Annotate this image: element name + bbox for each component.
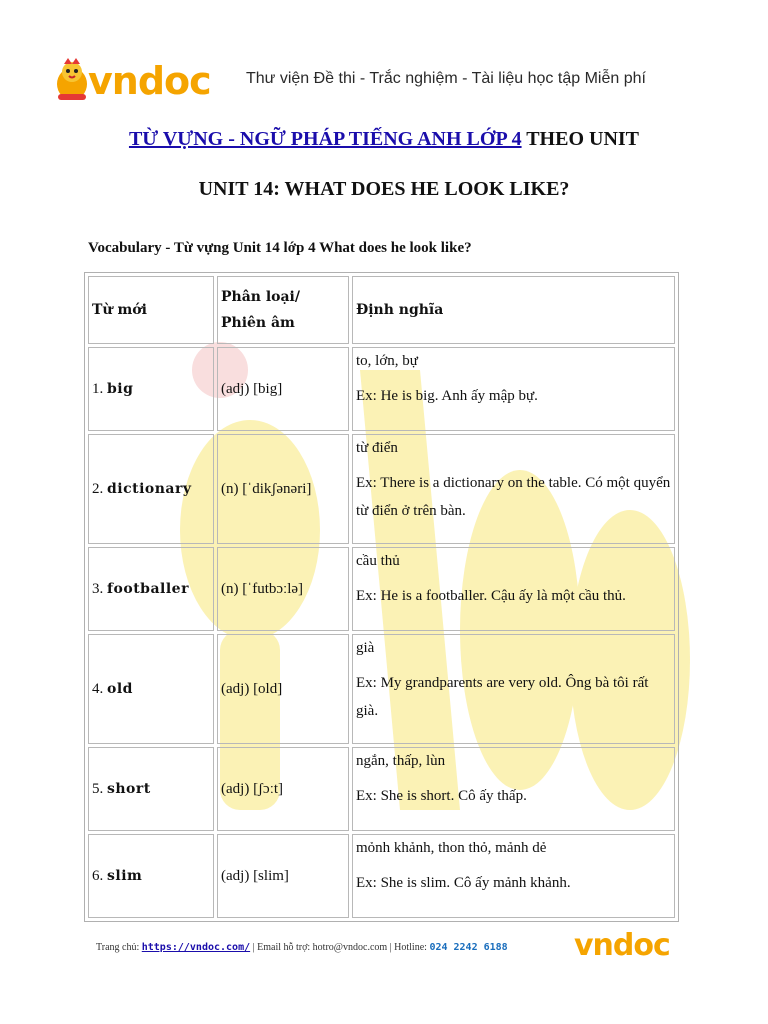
- footer-home-link[interactable]: https://vndoc.com/: [141, 942, 251, 953]
- vndoc-logo[interactable]: [52, 58, 212, 104]
- table-row: [88, 634, 675, 744]
- cell-word: [88, 747, 214, 831]
- header-new-word: Từ mới: [88, 276, 214, 344]
- cell-type: (n) [ˈdikʃənəri]: [217, 434, 349, 544]
- table-header-row: [88, 276, 675, 344]
- cell-definition: [352, 547, 675, 631]
- title-rest: THEO UNIT: [521, 128, 640, 150]
- definition-example: Ex: My grandparents are very old. Ông bà tôi rất già.: [356, 675, 649, 719]
- word-text: footballer: [107, 580, 189, 597]
- table-row: [88, 547, 675, 631]
- footer-logo[interactable]: vndoc: [574, 928, 670, 963]
- page-footer: [96, 942, 508, 953]
- definition-example: Ex: He is big. Anh ấy mập bự.: [356, 388, 538, 404]
- table-row: [88, 747, 675, 831]
- definition-meaning: mỏnh khảnh, thon thỏ, mảnh dẻ: [356, 840, 547, 856]
- cell-type: (adj) [old]: [217, 634, 349, 744]
- cell-word: [88, 347, 214, 431]
- word-text: big: [107, 380, 134, 397]
- word-text: slim: [107, 867, 143, 884]
- definition-meaning: ngắn, thấp, lùn: [356, 753, 446, 769]
- vocabulary-table: [84, 272, 679, 922]
- table-row: [88, 434, 675, 544]
- word-number: 4.: [92, 680, 104, 697]
- page-header: [0, 0, 768, 110]
- header-definition: Định nghĩa: [352, 276, 675, 344]
- vocabulary-heading: Vocabulary - Từ vựng Unit 14 lớp 4 What does he look like?: [88, 240, 472, 256]
- unit-title: UNIT 14: WHAT DOES HE LOOK LIKE?: [198, 178, 570, 200]
- mascot-icon: [52, 58, 92, 104]
- cell-definition: [352, 347, 675, 431]
- word-number: 6.: [92, 867, 104, 884]
- cell-type: (adj) [big]: [217, 347, 349, 431]
- cell-definition: [352, 747, 675, 831]
- word-number: 5.: [92, 780, 104, 797]
- definition-example: Ex: She is slim. Cô ấy mảnh khảnh.: [356, 875, 571, 891]
- definition-meaning: cầu thủ: [356, 553, 400, 569]
- footer-home-label: Trang chủ:: [96, 942, 142, 953]
- word-number: 3.: [92, 580, 104, 597]
- word-text: short: [107, 780, 151, 797]
- table-row: [88, 347, 675, 431]
- footer-email-text: | Email hỗ trợ: hotro@vndoc.com | Hotline:: [250, 942, 430, 953]
- definition-meaning: to, lớn, bự: [356, 353, 418, 369]
- cell-definition: [352, 434, 675, 544]
- table-row: [88, 834, 675, 918]
- word-number: 1.: [92, 380, 104, 397]
- cell-word: [88, 634, 214, 744]
- header-type: Phân loại/ Phiên âm: [217, 276, 349, 344]
- site-tagline: Thư viện Đề thi - Trắc nghiệm - Tài liệu học tập Miễn phí: [246, 70, 646, 87]
- cell-word: [88, 434, 214, 544]
- cell-word: [88, 834, 214, 918]
- cell-definition: [352, 634, 675, 744]
- page-title: [0, 128, 768, 151]
- cell-definition: [352, 834, 675, 918]
- word-number: 2.: [92, 480, 104, 497]
- definition-meaning: già: [356, 640, 375, 656]
- cell-type: (adj) [slim]: [217, 834, 349, 918]
- footer-hotline: 024 2242 6188: [429, 942, 508, 953]
- definition-example: Ex: There is a dictionary on the table. Có một quyển từ điển ở trên bàn.: [356, 475, 671, 519]
- grammar-title-link[interactable]: TỪ VỰNG - NGỮ PHÁP TIẾNG ANH LỚP 4: [128, 128, 522, 150]
- logo-text: vndoc: [88, 59, 211, 103]
- cell-word: [88, 547, 214, 631]
- definition-example: Ex: He is a footballer. Cậu ấy là một cầu thủ.: [356, 588, 626, 604]
- cell-type: (n) [ˈfutbɔːlə]: [217, 547, 349, 631]
- cell-type: (adj) [ʃɔːt]: [217, 747, 349, 831]
- word-text: dictionary: [107, 480, 192, 497]
- word-text: old: [107, 680, 133, 697]
- definition-meaning: từ điển: [356, 440, 398, 456]
- definition-example: Ex: She is short. Cô ấy thấp.: [356, 788, 527, 804]
